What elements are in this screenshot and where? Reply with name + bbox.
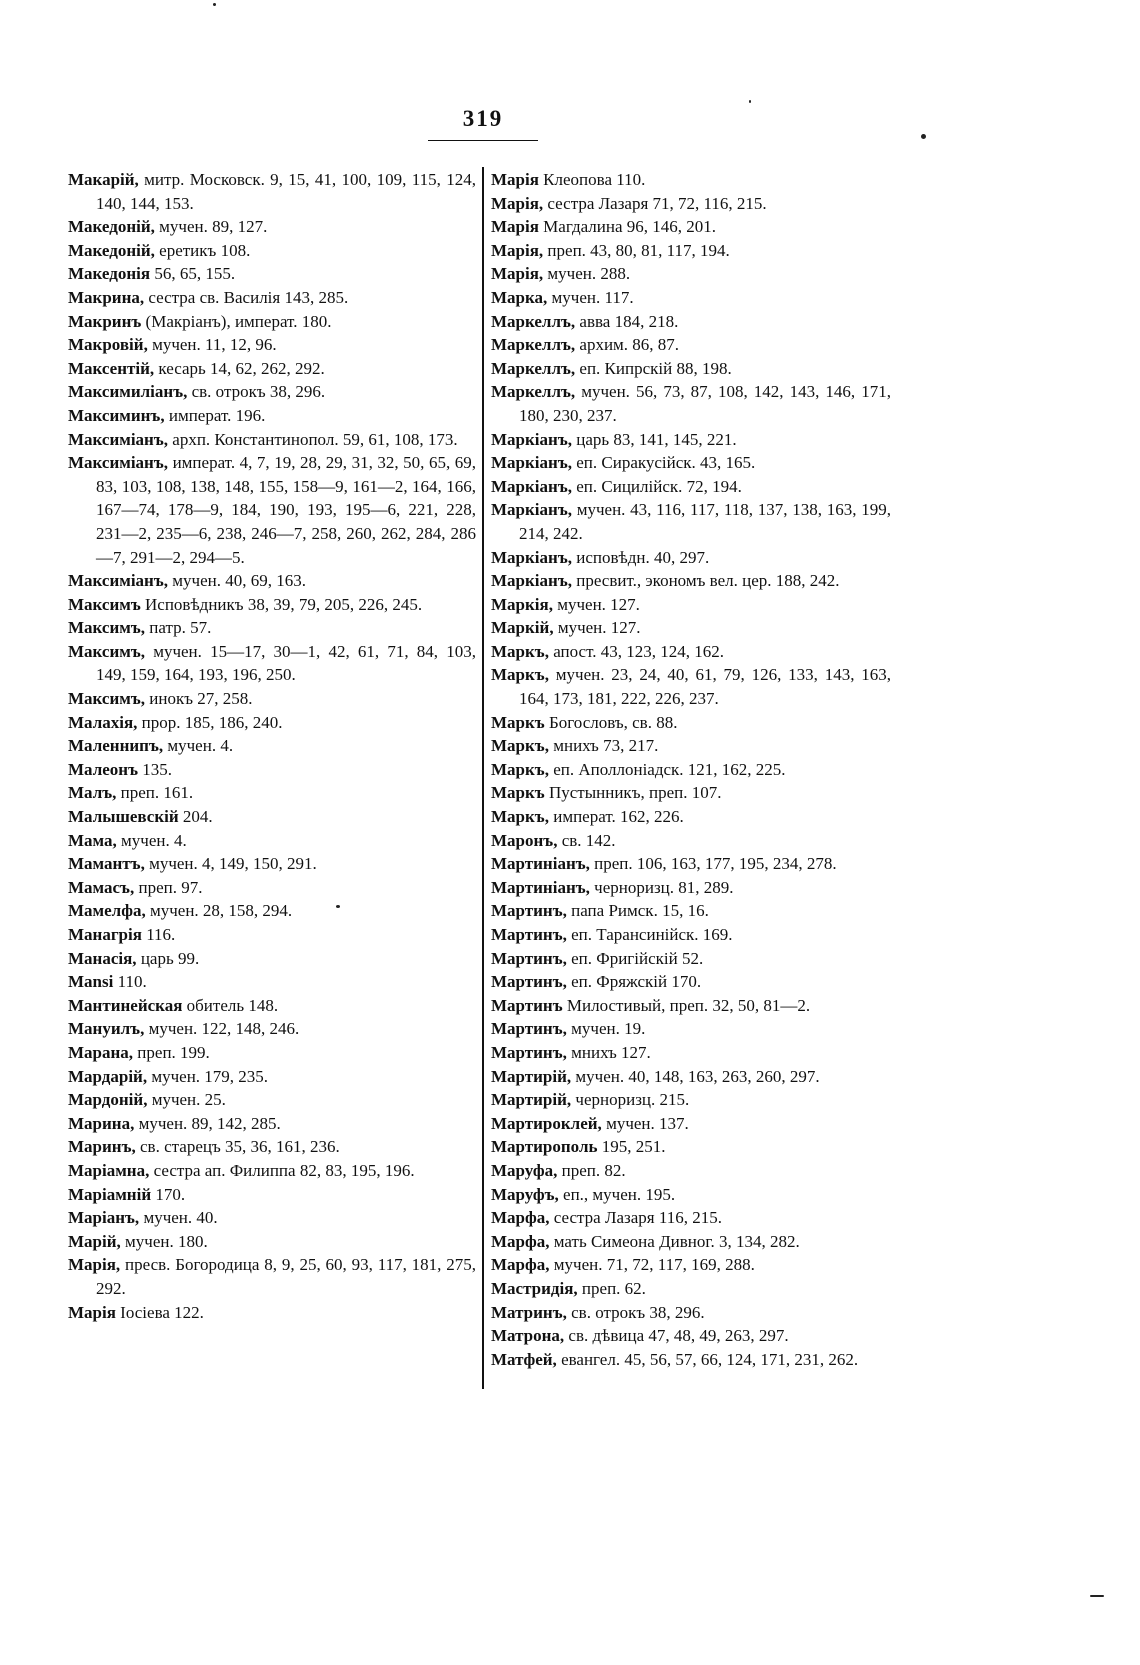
index-entry <box>68 1041 476 1065</box>
index-references: пресв. Богородица 8, 9, 25, 60, 93, 117, 181, 275, 292. <box>96 1255 476 1298</box>
index-references: Іосіева 122. <box>115 1302 204 1322</box>
index-references: (Макріанъ), императ. 180. <box>141 311 332 331</box>
index-references: 116. <box>141 925 176 944</box>
index-headword: Маркъ, <box>491 807 549 827</box>
index-references: 56, 65, 155. <box>150 264 236 284</box>
index-headword: Маркіанъ, <box>491 571 572 591</box>
index-references: архп. Константинопол. 59, 61, 108, 173. <box>168 429 458 449</box>
index-references: исповѣдн. 40, 297. <box>571 547 710 567</box>
index-headword: Мартирій, <box>491 1090 572 1110</box>
index-headword: Маркеллъ, <box>491 335 576 355</box>
index-references: преп. 82. <box>557 1160 626 1180</box>
index-entry <box>68 262 476 286</box>
index-references: сестра Лазаря 71, 72, 116, 215. <box>543 193 767 213</box>
index-headword: Мардоній, <box>68 1090 148 1110</box>
index-entry <box>68 616 476 640</box>
index-references: императ. 196. <box>164 405 266 425</box>
index-references: Милостивый, преп. 32, 50, 81—2. <box>562 995 811 1015</box>
index-headword: Марія, <box>68 1255 121 1275</box>
index-headword: Мартиніанъ, <box>491 854 590 874</box>
index-entry <box>491 168 891 192</box>
index-entry <box>491 262 891 286</box>
index-entry <box>491 1277 891 1301</box>
index-entry <box>68 1065 476 1089</box>
column-divider <box>482 167 484 1389</box>
index-entry <box>68 215 476 239</box>
index-headword: Маркіанъ, <box>491 547 572 567</box>
index-references: императ. 4, 7, 19, 28, 29, 31, 32, 50, 65, 69, 83, 103, 108, 138, 148, 155, 158—9, 161—2, 164, 166, 167—74, 178—9, 184, 190, 193, 195—6, 221, 228, 231—2, 235—6, 238, 246—7, 258, 260, 262, 284, 286—7, 291—2, 294—5. <box>96 453 476 567</box>
index-headword: Мамасъ, <box>68 877 135 897</box>
index-headword: Мартинъ, <box>491 1019 567 1039</box>
index-headword: Маркеллъ, <box>491 311 576 331</box>
index-headword: Марфа, <box>491 1231 550 1251</box>
index-entry <box>491 239 891 263</box>
right-index-column <box>491 168 891 1371</box>
index-headword: Маркъ, <box>491 759 549 779</box>
index-references: патр. 57. <box>145 618 212 638</box>
index-headword: Маринъ, <box>68 1137 136 1157</box>
index-references: Богословъ, св. 88. <box>544 712 678 732</box>
index-entry <box>68 829 476 853</box>
index-headword: Маркіанъ, <box>491 429 572 449</box>
index-headword: Макрина, <box>68 287 145 307</box>
index-entry <box>491 829 891 853</box>
index-references: мать Симеона Дивног. 3, 134, 282. <box>549 1231 800 1251</box>
index-references: апост. 43, 123, 124, 162. <box>548 641 725 661</box>
index-references: мучен. 137. <box>601 1113 689 1133</box>
index-references: 170. <box>151 1184 186 1204</box>
index-entry <box>491 475 891 499</box>
index-references: 195, 251. <box>597 1137 666 1157</box>
index-entry <box>491 498 891 545</box>
index-entry <box>68 569 476 593</box>
index-headword: Мартинъ <box>491 995 563 1015</box>
index-entry <box>68 380 476 404</box>
ink-speck <box>213 3 216 6</box>
index-entry <box>68 286 476 310</box>
index-headword: Малеонъ <box>68 759 138 779</box>
index-references: еп. Сиракусійск. 43, 165. <box>571 453 756 473</box>
index-references: митр. Московск. 9, 15, 41, 100, 109, 115, 124, 140, 144, 153. <box>96 170 476 213</box>
index-references: черноризц. 215. <box>571 1090 690 1110</box>
index-entry <box>68 994 476 1018</box>
index-entry <box>491 428 891 452</box>
index-entry <box>68 640 476 687</box>
index-references: мучен. 43, 116, 117, 118, 137, 138, 163, 199, 214, 242. <box>519 500 891 543</box>
ink-speck <box>1090 1595 1104 1597</box>
index-headword: Максиміанъ, <box>68 453 169 473</box>
ink-speck <box>921 134 926 139</box>
index-references: евангел. 45, 56, 57, 66, 124, 171, 231, 262. <box>556 1349 859 1369</box>
index-entry <box>491 805 891 829</box>
index-headword: Марія <box>68 1302 116 1322</box>
index-entry <box>68 687 476 711</box>
index-entry <box>491 1159 891 1183</box>
index-entry <box>68 1206 476 1230</box>
index-entry <box>68 711 476 735</box>
index-references: Магдалина 96, 146, 201. <box>538 217 717 237</box>
left-index-column <box>68 168 476 1324</box>
page-number-rule <box>428 140 538 141</box>
index-references: мучен. 4, 149, 150, 291. <box>144 854 317 874</box>
index-references: преп. 106, 163, 177, 195, 234, 278. <box>589 854 837 874</box>
index-headword: Мардарій, <box>68 1066 148 1086</box>
index-headword: Манагрія <box>68 925 142 944</box>
index-references: преп. 161. <box>116 783 194 803</box>
index-entry <box>491 1017 891 1041</box>
index-headword: Малышевскій <box>68 807 179 827</box>
index-entry <box>491 734 891 758</box>
index-references: св. 142. <box>557 830 616 850</box>
index-headword: Мартирополь <box>491 1137 598 1157</box>
index-references: сестра ап. Филиппа 82, 83, 195, 196. <box>149 1160 415 1180</box>
index-entry <box>491 1088 891 1112</box>
index-references: пресвит., экономъ вел. цер. 188, 242. <box>571 571 840 591</box>
index-headword: Марфа, <box>491 1208 550 1228</box>
index-entry <box>491 970 891 994</box>
index-headword: Маркъ, <box>491 665 549 685</box>
index-headword: Максимъ, <box>68 618 145 638</box>
page-number: 319 <box>462 106 504 131</box>
index-entry <box>68 876 476 900</box>
index-entry <box>491 569 891 593</box>
index-headword: Макринъ <box>68 311 142 331</box>
index-references: мучен. 179, 235. <box>147 1066 269 1086</box>
index-entry <box>68 970 476 994</box>
index-references: Клеопова 110. <box>538 170 646 189</box>
index-references: мучен. 19. <box>566 1019 646 1039</box>
index-entry <box>491 1301 891 1325</box>
index-headword: Мамелфа, <box>68 901 146 921</box>
index-entry <box>491 215 891 239</box>
index-entry <box>491 1112 891 1136</box>
index-headword: Маркіанъ, <box>491 476 572 496</box>
index-references: мучен. 23, 24, 40, 61, 79, 126, 133, 143, 163, 164, 173, 181, 222, 226, 237. <box>519 665 891 709</box>
index-references: мучен. 40. <box>139 1208 218 1228</box>
index-headword: Марій, <box>68 1231 121 1251</box>
index-entry <box>491 286 891 310</box>
index-headword: Матрона, <box>491 1326 565 1346</box>
index-headword: Манасія, <box>68 948 137 968</box>
index-entry <box>491 947 891 971</box>
index-entry <box>491 663 891 710</box>
index-entry <box>491 1135 891 1159</box>
index-references: мучен. 122, 148, 246. <box>144 1019 300 1039</box>
index-headword: Мануилъ, <box>68 1019 145 1039</box>
index-references: царь 83, 141, 145, 221. <box>571 429 737 449</box>
index-entry <box>68 168 476 215</box>
index-references: мнихъ 127. <box>566 1042 651 1062</box>
index-headword: Маркій, <box>491 618 554 638</box>
index-headword: Максиминъ, <box>68 405 165 425</box>
index-headword: Мартинъ, <box>491 1042 567 1062</box>
index-headword: Маріанъ, <box>68 1208 140 1228</box>
index-entry <box>491 923 891 947</box>
index-entry <box>491 1348 891 1372</box>
index-references: архим. 86, 87. <box>575 335 680 355</box>
index-references: мучен. 56, 73, 87, 108, 142, 143, 146, 171, 180, 230, 237. <box>519 382 891 425</box>
index-references: преп. 62. <box>577 1278 646 1298</box>
index-headword: Македоній, <box>68 217 155 237</box>
ink-speck <box>336 905 340 908</box>
index-references: царь 99. <box>136 948 200 968</box>
index-entry <box>68 1301 476 1325</box>
index-headword: Маріамній <box>68 1184 152 1204</box>
index-headword: Mansi <box>68 972 114 992</box>
index-headword: Максиміанъ, <box>68 571 169 591</box>
index-references: мучен. 40, 69, 163. <box>168 571 306 591</box>
index-references: св. дѣвица 47, 48, 49, 263, 297. <box>564 1326 789 1346</box>
index-references: еп. Сицилійск. 72, 194. <box>571 476 742 496</box>
index-entry <box>491 994 891 1018</box>
index-entry <box>491 1230 891 1254</box>
index-references: мучен. 288. <box>543 264 631 284</box>
index-headword: Маруфа, <box>491 1160 558 1180</box>
index-entry <box>491 640 891 664</box>
index-entry <box>491 593 891 617</box>
index-references: Пустынникъ, преп. 107. <box>544 783 722 803</box>
index-entry <box>68 404 476 428</box>
index-headword: Марія <box>491 217 539 237</box>
index-headword: Македоній, <box>68 240 155 260</box>
index-headword: Маронъ, <box>491 830 558 850</box>
index-references: мучен. 11, 12, 96. <box>147 335 277 355</box>
index-entry <box>491 1041 891 1065</box>
index-entry <box>491 1324 891 1348</box>
index-references: мучен. 180. <box>120 1231 208 1251</box>
index-headword: Мартироклей, <box>491 1113 602 1133</box>
index-headword: Маркъ <box>491 783 545 803</box>
index-headword: Маріамна, <box>68 1160 150 1180</box>
index-entry <box>68 1230 476 1254</box>
index-entry <box>68 805 476 829</box>
index-references: мучен. 28, 158, 294. <box>145 901 293 921</box>
index-entry <box>68 357 476 381</box>
index-references: мучен. 127. <box>552 594 640 614</box>
index-headword: Маркія, <box>491 594 553 614</box>
index-entry <box>491 616 891 640</box>
index-references: еп. Аполлоніадск. 121, 162, 225. <box>548 759 786 779</box>
index-headword: Марія <box>491 170 539 189</box>
index-entry <box>68 758 476 782</box>
index-headword: Мартинъ, <box>491 948 567 968</box>
index-entry <box>68 947 476 971</box>
index-entry <box>491 758 891 782</box>
index-entry <box>491 451 891 475</box>
index-references: еп. Фряжскій 170. <box>566 972 702 992</box>
index-headword: Малахія, <box>68 712 138 732</box>
index-entry <box>68 1088 476 1112</box>
index-references: мнихъ 73, 217. <box>548 736 659 756</box>
index-references: еп. Кипрскій 88, 198. <box>575 358 732 378</box>
index-entry <box>68 310 476 334</box>
index-headword: Мамантъ, <box>68 854 145 874</box>
index-references: черноризц. 81, 289. <box>589 877 734 897</box>
index-references: сестра св. Василія 143, 285. <box>144 287 349 307</box>
index-headword: Малъ, <box>68 783 117 803</box>
index-headword: Марія, <box>491 240 544 260</box>
index-references: инокъ 27, 258. <box>145 689 253 709</box>
index-headword: Мартинъ, <box>491 972 567 992</box>
index-references: кесарь 14, 62, 262, 292. <box>154 358 325 378</box>
index-headword: Марія, <box>491 193 544 213</box>
index-headword: Максимъ, <box>68 641 145 661</box>
index-entry <box>68 451 476 569</box>
index-references: св. отрокъ 38, 296. <box>187 382 326 402</box>
index-entry <box>491 357 891 381</box>
index-entry <box>68 1112 476 1136</box>
index-references: мучен. 25. <box>147 1090 226 1110</box>
index-headword: Максентій, <box>68 358 155 378</box>
index-references: 110. <box>113 972 147 992</box>
index-references: авва 184, 218. <box>575 311 679 331</box>
index-references: обитель 148. <box>182 995 279 1015</box>
index-references: преп. 97. <box>134 877 203 897</box>
index-references: еп., мучен. 195. <box>558 1184 676 1204</box>
index-references: мучен. 71, 72, 117, 169, 288. <box>549 1255 755 1275</box>
index-entry <box>68 1253 476 1300</box>
index-references: Исповѣдникъ 38, 39, 79, 205, 226, 245. <box>140 594 423 614</box>
index-entry <box>68 1017 476 1041</box>
index-references: 135. <box>137 759 172 779</box>
index-references: св. старецъ 35, 36, 161, 236. <box>135 1137 340 1157</box>
index-references: еп. Фригійскій 52. <box>566 948 704 968</box>
index-headword: Марина, <box>68 1113 135 1133</box>
index-headword: Макарій, <box>68 170 139 189</box>
index-headword: Марфа, <box>491 1255 550 1275</box>
ink-speck <box>749 100 751 103</box>
index-references: мучен. 15—17, 30—1, 42, 61, 71, 84, 103, 149, 159, 164, 193, 196, 250. <box>96 641 476 685</box>
index-references: императ. 162, 226. <box>548 807 684 827</box>
index-entry <box>491 1065 891 1089</box>
index-headword: Маркъ <box>491 712 545 732</box>
index-entry <box>491 711 891 735</box>
index-references: мучен. 127. <box>553 618 641 638</box>
index-references: мучен. 4. <box>163 736 234 756</box>
index-references: св. отрокъ 38, 296. <box>566 1302 705 1322</box>
index-references: сестра Лазаря 116, 215. <box>549 1208 722 1228</box>
index-references: еретикъ 108. <box>154 240 251 260</box>
index-entry <box>491 876 891 900</box>
index-entry <box>68 1159 476 1183</box>
index-entry <box>68 593 476 617</box>
index-headword: Матринъ, <box>491 1302 567 1322</box>
index-headword: Маркеллъ, <box>491 382 576 402</box>
index-entry <box>491 333 891 357</box>
index-entry <box>491 1206 891 1230</box>
index-entry <box>491 1183 891 1207</box>
index-entry <box>68 239 476 263</box>
index-entry <box>491 192 891 216</box>
index-headword: Марана, <box>68 1042 134 1062</box>
index-references: преп. 199. <box>133 1042 210 1062</box>
index-entry <box>68 1135 476 1159</box>
index-entry <box>491 310 891 334</box>
index-references: мучен. 89, 142, 285. <box>134 1113 281 1133</box>
index-headword: Маркъ, <box>491 736 549 756</box>
index-headword: Македонія <box>68 264 151 284</box>
index-references: папа Римск. 15, 16. <box>566 901 709 921</box>
index-entry <box>491 781 891 805</box>
index-entry <box>491 1253 891 1277</box>
index-entry <box>68 333 476 357</box>
index-references: еп. Тарансинійск. 169. <box>566 925 733 944</box>
index-headword: Маркеллъ, <box>491 358 576 378</box>
index-headword: Марка, <box>491 287 548 307</box>
index-headword: Мартинъ, <box>491 901 567 921</box>
index-headword: Матфей, <box>491 1349 557 1369</box>
index-entry <box>491 899 891 923</box>
index-headword: Маруфъ, <box>491 1184 559 1204</box>
index-entry <box>68 899 476 923</box>
index-headword: Маркъ, <box>491 641 549 661</box>
index-entry <box>491 852 891 876</box>
index-headword: Максимъ <box>68 594 141 614</box>
index-entry <box>491 546 891 570</box>
index-references: 204. <box>178 807 213 827</box>
index-references: мучен. 4. <box>116 830 187 850</box>
index-references: мучен. 40, 148, 163, 263, 260, 297. <box>571 1066 820 1086</box>
index-headword: Мартинъ, <box>491 925 567 944</box>
index-entry <box>68 1183 476 1207</box>
index-entry <box>68 734 476 758</box>
index-headword: Мартиніанъ, <box>491 877 590 897</box>
index-references: преп. 43, 80, 81, 117, 194. <box>543 240 730 260</box>
index-headword: Макровій, <box>68 335 148 355</box>
index-headword: Мартирій, <box>491 1066 572 1086</box>
index-headword: Мастридія, <box>491 1278 578 1298</box>
index-headword: Маленнипъ, <box>68 736 164 756</box>
index-headword: Маркіанъ, <box>491 453 572 473</box>
index-headword: Мама, <box>68 830 117 850</box>
index-headword: Максиміанъ, <box>68 429 169 449</box>
index-references: мучен. 117. <box>547 287 634 307</box>
index-entry <box>68 852 476 876</box>
index-references: прор. 185, 186, 240. <box>137 712 283 732</box>
index-headword: Мантинейская <box>68 995 183 1015</box>
index-entry <box>68 428 476 452</box>
index-references: мучен. 89, 127. <box>154 217 268 237</box>
index-entry <box>68 781 476 805</box>
index-headword: Маркіанъ, <box>491 500 572 520</box>
index-headword: Максимъ, <box>68 689 145 709</box>
index-headword: Максимиліанъ, <box>68 382 188 402</box>
index-entry <box>491 380 891 427</box>
index-headword: Марія, <box>491 264 544 284</box>
index-entry <box>68 923 476 947</box>
